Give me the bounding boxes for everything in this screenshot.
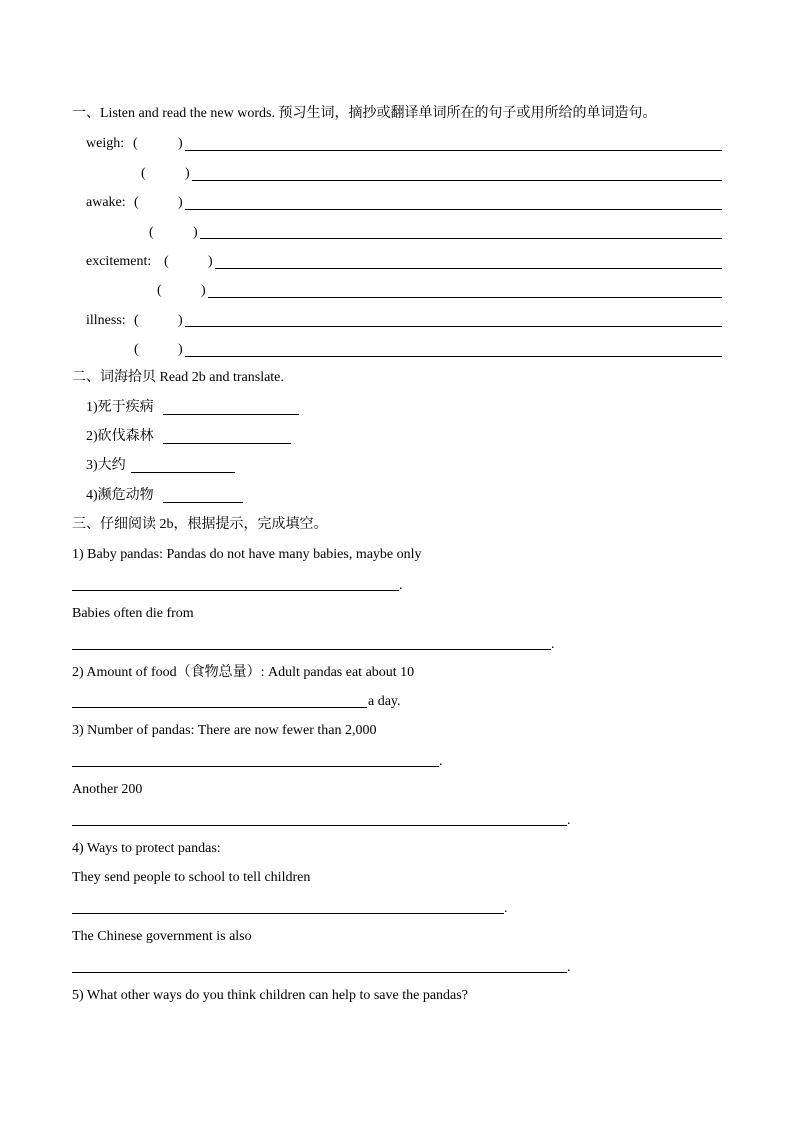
- translate-item-4: 4)濒危动物: [86, 488, 154, 503]
- question-3: 3) Number of pandas: There are now fewer than 2,000: [72, 723, 377, 738]
- word-label: excitement:: [86, 254, 152, 269]
- answer-line[interactable]: [215, 268, 722, 269]
- period: .: [439, 754, 443, 769]
- paren-close: ): [208, 254, 213, 269]
- answer-line[interactable]: [185, 326, 722, 327]
- answer-line[interactable]: [163, 414, 299, 415]
- answer-line[interactable]: [200, 238, 722, 239]
- paren-open: (: [134, 195, 139, 210]
- question-2: 2) Amount of food（食物总量）: Adult pandas eat about 10: [72, 665, 415, 680]
- translate-item-3: 3)大约: [86, 458, 126, 473]
- paren-open: (: [164, 254, 169, 269]
- word-label: illness:: [86, 313, 126, 328]
- section1-heading: 一、Listen and read the new words. 预习生词，摘抄或翻译单词所在的句子或用所给的单词造句。: [72, 106, 657, 121]
- section3-heading: 三、仔细阅读 2b，根据提示，完成填空。: [72, 517, 328, 532]
- period: .: [551, 637, 555, 652]
- paren-close: ): [178, 313, 183, 328]
- word-label: weigh:: [86, 136, 125, 151]
- word-label: awake:: [86, 195, 126, 210]
- answer-line[interactable]: [185, 209, 722, 210]
- answer-line[interactable]: [72, 913, 504, 914]
- question-1b: Babies often die from: [72, 606, 194, 621]
- period: .: [567, 813, 571, 828]
- paren-close: ): [178, 342, 183, 357]
- answer-line[interactable]: [72, 766, 439, 767]
- paren-open: (: [134, 313, 139, 328]
- question-4a: They send people to school to tell children: [72, 870, 311, 885]
- question-5: 5) What other ways do you think children can help to save the pandas?: [72, 988, 468, 1003]
- word-row-excitement: [86, 253, 151, 271]
- question-4: 4) Ways to protect pandas:: [72, 841, 221, 856]
- answer-line[interactable]: [72, 590, 399, 591]
- translate-item-1: 1)死于疾病: [86, 400, 154, 415]
- answer-line[interactable]: [72, 972, 567, 973]
- word-row-awake: [86, 194, 126, 212]
- period: .: [504, 901, 508, 916]
- answer-line[interactable]: [185, 356, 722, 357]
- paren-open: (: [149, 225, 154, 240]
- question-1: 1) Baby pandas: Pandas do not have many babies, maybe only: [72, 547, 422, 562]
- paren-open: (: [134, 342, 139, 357]
- paren-close: ): [201, 283, 206, 298]
- answer-line[interactable]: [185, 150, 722, 151]
- paren-close: ): [185, 166, 190, 181]
- answer-line[interactable]: [72, 649, 551, 650]
- paren-close: ): [178, 195, 183, 210]
- answer-line[interactable]: [72, 707, 367, 708]
- translate-item-2: 2)砍伐森林: [86, 429, 154, 444]
- period: .: [567, 960, 571, 975]
- answer-line[interactable]: [72, 825, 567, 826]
- period: .: [399, 578, 403, 593]
- answer-line[interactable]: [163, 443, 291, 444]
- answer-line[interactable]: [208, 297, 722, 298]
- paren-open: (: [157, 283, 162, 298]
- section2-heading: 二、词海拾贝 Read 2b and translate.: [72, 370, 284, 385]
- question-3b: Another 200: [72, 782, 143, 797]
- paren-close: ): [178, 136, 183, 151]
- paren-close: ): [193, 225, 198, 240]
- word-row-weigh: [86, 135, 124, 153]
- answer-line[interactable]: [163, 502, 243, 503]
- paren-open: (: [141, 166, 146, 181]
- word-row-illness: [86, 312, 126, 330]
- question-2-suffix: a day.: [368, 694, 401, 709]
- question-4b: The Chinese government is also: [72, 929, 252, 944]
- paren-open: (: [133, 136, 138, 151]
- answer-line[interactable]: [131, 472, 235, 473]
- answer-line[interactable]: [192, 180, 722, 181]
